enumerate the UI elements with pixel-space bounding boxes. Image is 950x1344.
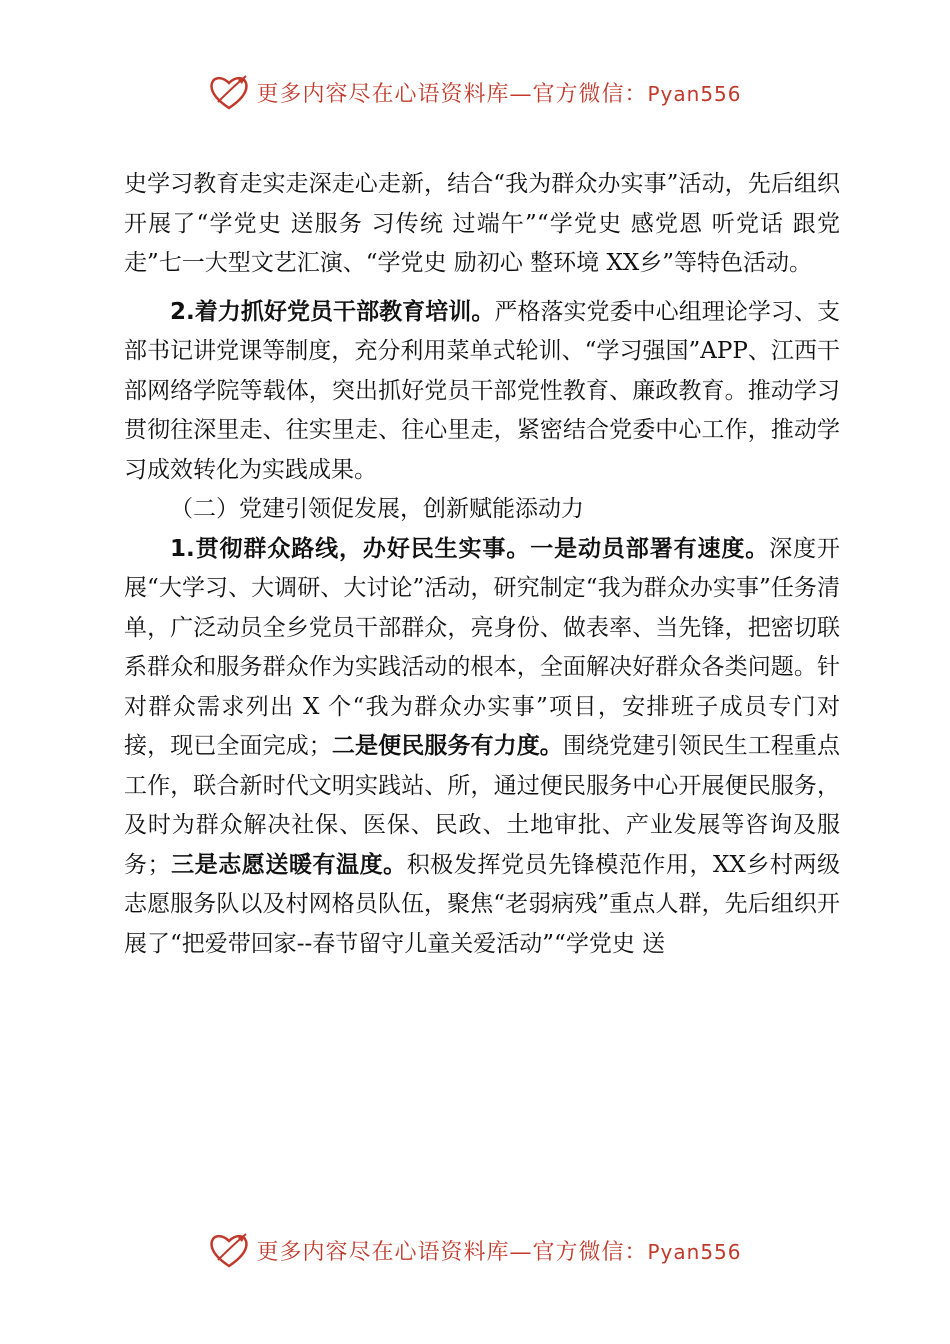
section-title: （二）党建引领促发展，创新赋能添动力 — [170, 496, 584, 522]
heart-quill-logo-icon — [208, 1230, 250, 1270]
paragraph-3-text2: 围绕党建引领民生工程重点工作，联合新时代文明实践站、所，通过便民服务中心开展便民服务，及时为群众解决社保、医保、民政、土地审批、产业发展等咨询及服务； — [124, 733, 841, 878]
header-banner-text: 更多内容尽在心语资料库—官方微信：Pyan556 — [256, 81, 742, 107]
footer-banner-text: 更多内容尽在心语资料库—官方微信：Pyan556 — [256, 1239, 742, 1265]
paragraph-3-sub2: 二是便民服务有力度。 — [331, 733, 563, 759]
paragraph-1: 史学习教育走实走深走心走新，结合“我为群众办实事”活动，先后组织开展了“学党史 送服务 习传统 过端午”“学党史 感党恩 听党话 跟党走”七一大型文艺汇演、“学党史 励初心 整环境 XX乡”等特色活动。 — [124, 171, 840, 276]
heart-quill-logo-icon — [208, 72, 250, 112]
header-banner — [0, 70, 950, 114]
paragraph-3-text3: 积极发挥党员先锋模范作用，XX乡村两级志愿服务队以及村网格员队伍，聚焦“老弱病残”重点人群，先后组织开展了“把爱带回家--春节留守儿童关爱活动”“学党史 送 — [124, 851, 841, 957]
paragraph-3-sub3: 三是志愿送暖有温度。 — [170, 851, 407, 878]
document-body — [124, 165, 840, 964]
header-banner-id: Pyan556 — [647, 81, 742, 106]
paragraph-3-text1: 深度开展“大学习、大调研、大讨论”活动，研究制定“我为群众办实事”任务清单，广泛动员全乡党员干部群众，亮身份、做表率、当先锋，把密切联系群众和服务群众作为实践活动的根本，全面解决好群众各类问题。针对群众需求列出 X 个“我为群众办实事”项目，安排班子成员专门对接，现已全面完成； — [124, 535, 840, 759]
paragraph-3-heading: 1.贯彻群众路线，办好民生实事。 — [170, 535, 531, 562]
footer-banner — [0, 1228, 950, 1272]
footer-banner-id: Pyan556 — [647, 1239, 742, 1264]
paragraph-2-heading: 2.着力抓好党员干部教育培训。 — [170, 298, 495, 325]
paragraph-3-sub1: 一是动员部署有速度。 — [530, 535, 770, 562]
paragraph-3 — [124, 530, 840, 965]
paragraph-2-text: 严格落实党委中心组理论学习、支部书记讲党课等制度，充分利用菜单式轮训、“学习强国”APP、江西干部网络学院等载体，突出抓好党员干部党性教育、廉政教育。推动学习贯彻往深里走、往实里走、往心里走，紧密结合党委中心工作，推动学习成效转化为实践成果。 — [124, 298, 841, 483]
paragraph-2 — [124, 293, 840, 491]
